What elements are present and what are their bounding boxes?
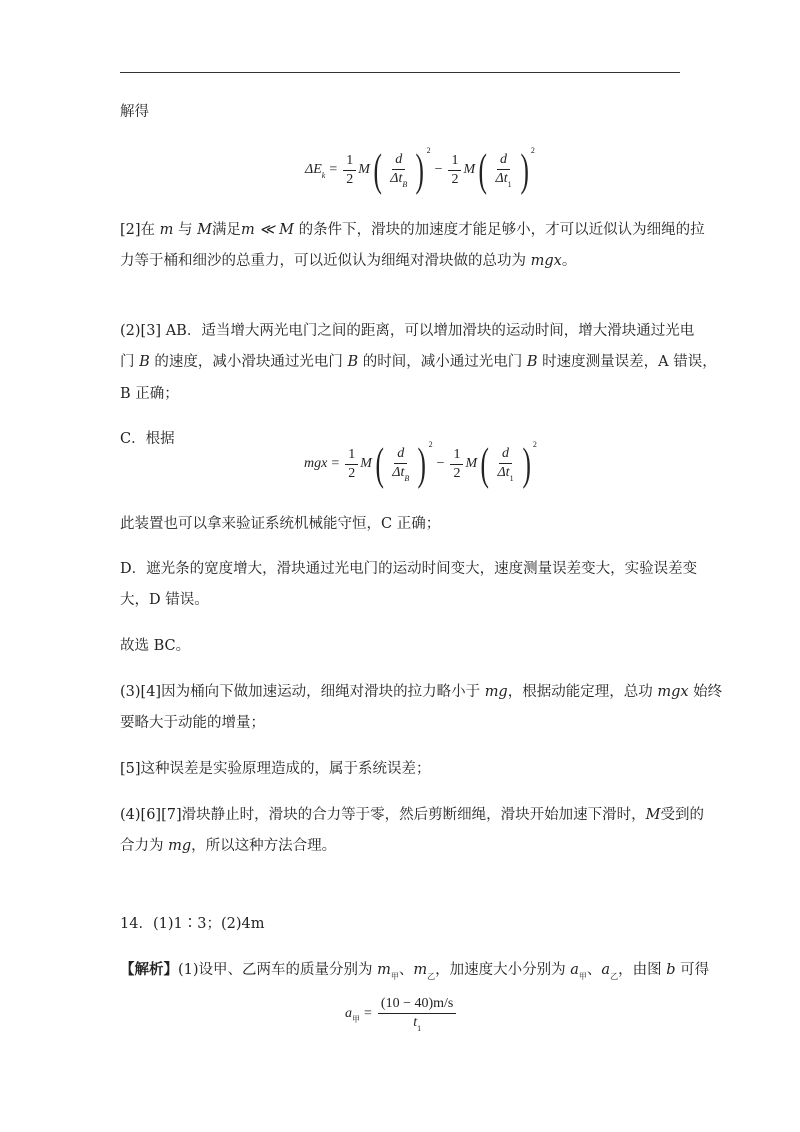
line-b-correct: B 正确； [120, 386, 179, 402]
line-d-wrong: 大，D 错误。 [120, 592, 209, 608]
line-c-correct: 此装置也可以拿来验证系统机械能守恒，C 正确； [120, 516, 441, 532]
line-jiede: 解得 [120, 104, 149, 120]
line-work: 力等于桶和细沙的总重力，可以近似认为细绳对滑块做的总功为 mgx。 [120, 253, 577, 269]
line-5-error: [5]这种误差是实验原理造成的，属于系统误差； [120, 761, 431, 777]
line-increment: 要略大于动能的增量； [120, 715, 265, 731]
line-2-3-ab: (2)[3] AB．适当增大两光电门之间的距离，可以增加滑块的运动时间，增大滑块通过光电 [120, 323, 695, 339]
line-condition: [2]在 m 与 M满足m ≪ M 的条件下，滑块的加速度才能足够小，才可以近似认为细绳的拉 [120, 222, 705, 238]
line-analysis: 【解析】(1)设甲、乙两车的质量分别为 $m_甲$、$m_乙$，加速度大小分别为 $a_甲$、$a_乙$，由图 b 可得 [120, 961, 710, 981]
line-d: D．遮光条的宽度增大，滑块通过光电门的运动时间变大，速度测量误差变大，实验误差变 [120, 561, 698, 577]
line-gate-b: 门 B 的速度，减小滑块通过光电门 B 的时间，减小通过光电门 B 时速度测量误差，A 错误， [120, 354, 717, 370]
line-choose-bc: 故选 BC。 [120, 638, 191, 654]
question-14-answer: 14．(1)1∶3；(2)4m [120, 916, 265, 932]
equation-acceleration: a 甲 = $\frac{(10 - 40)m/s}{t_1}$ [345, 995, 458, 1033]
equation-mgx: mgx = $\frac{1}{2}$ M ( $\frac{d}{\Delta t_B}$ ) 2 − $\frac{1}{2}$ M ( $\frac{d}{\Delta t_1}$ ) 2 [304, 438, 537, 489]
line-c-genju: C．根据 [120, 431, 175, 447]
header-rule [120, 72, 680, 73]
line-reasonable: 合力为 mg，所以这种方法合理。 [120, 838, 337, 854]
equation-delta-ek: ΔE k = $\frac{1}{2}$ M ( $\frac{d}{\Delta t_B}$ ) 2 − $\frac{1}{2}$ M ( $\frac{d}{\Delta t_1}$ ) 2 [305, 144, 535, 195]
line-4-6-7: (4)[6][7]滑块静止时，滑块的合力等于零，然后剪断细绳，滑块开始加速下滑时，M受到的 [120, 807, 704, 823]
line-3-4: (3)[4]因为桶向下做加速运动，细绳对滑块的拉力略小于 mg，根据动能定理，总功 mgx 始终 [120, 684, 723, 700]
